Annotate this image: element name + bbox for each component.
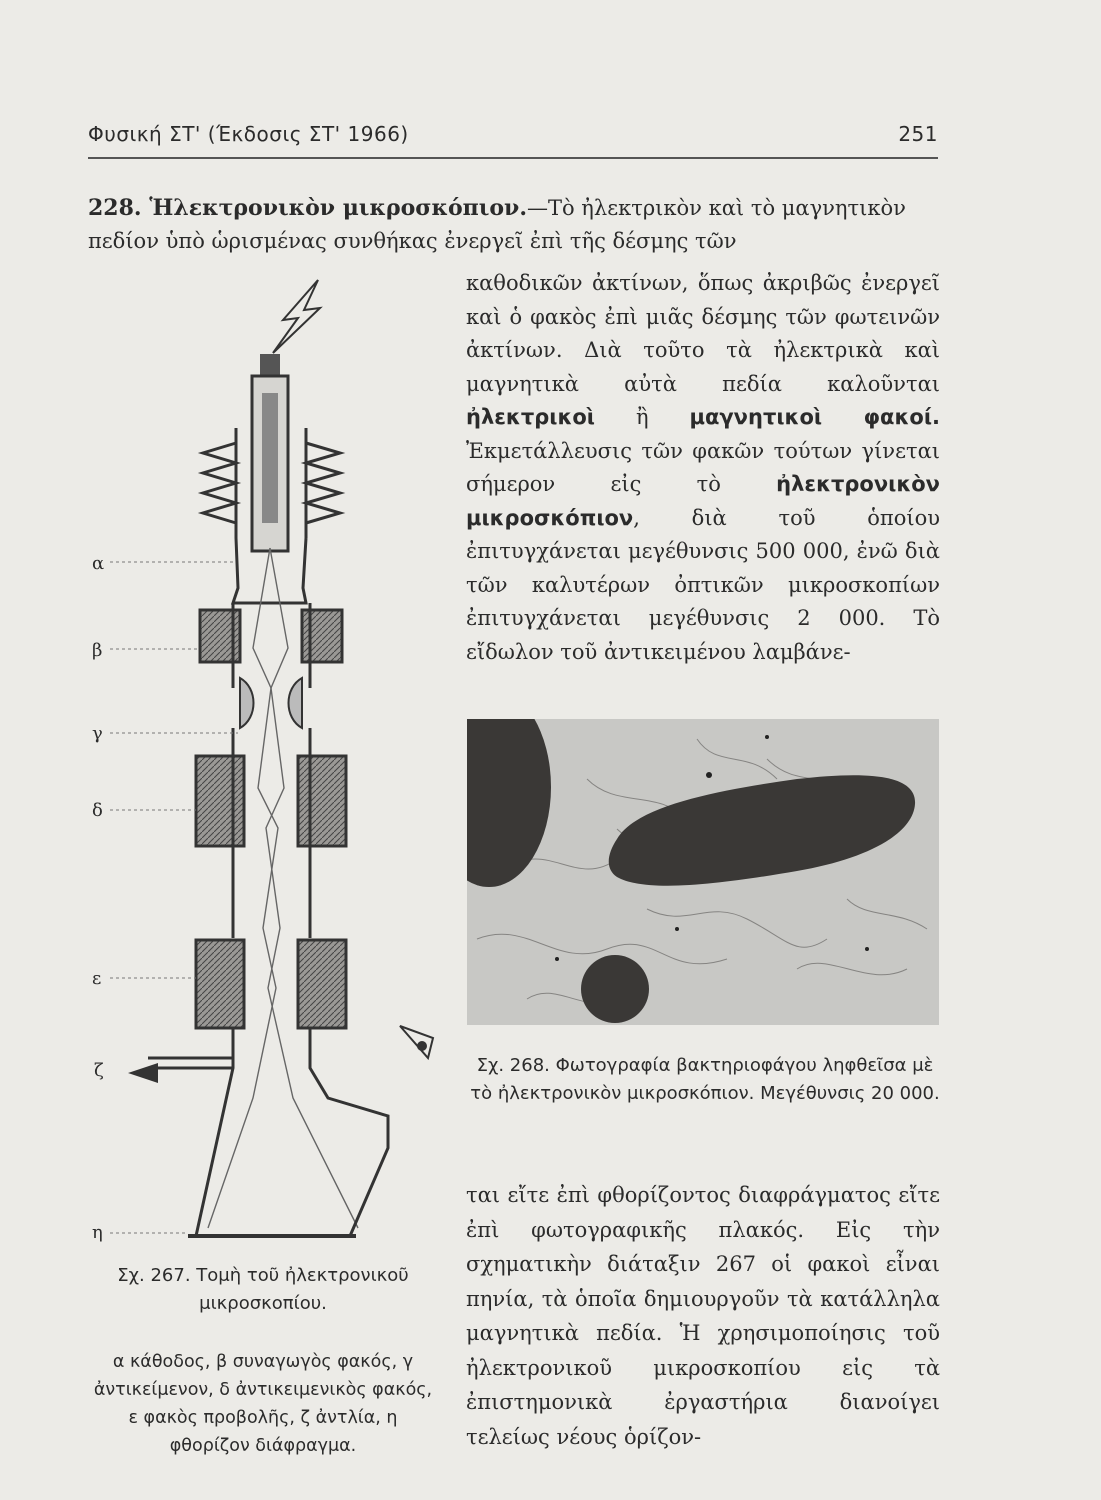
label-zeta: ζ bbox=[94, 1060, 104, 1081]
label-beta: β bbox=[92, 640, 103, 661]
figure-268-caption: Σχ. 268. Φωτογραφία βακτηριοφάγου ληφθεῖσα μὲ τὸ ἠλεκτρονικὸν μικροσκόπιον. Μεγέθυνσις 20 000. bbox=[470, 1055, 940, 1104]
continuation-text: ται εἴτε ἐπὶ φθορίζοντος διαφράγματος εἴτε ἐπὶ φωτογραφικῆς πλακός. Εἰς τὴν σχηματικὴν διάταξιν 267 οἱ φακοὶ εἶναι πηνία, τὰ ὁποῖα δημιουργοῦν τὰ κατάλληλα μαγνητικὰ πεδία. Ἡ χρησιμοποίησις τοῦ ἠλεκτρονικοῦ μικροσκοπίου εἰς τὰ ἐπιστημονικὰ ἐργαστήρια διανοίγει τελείως νέους ὁρίζον- bbox=[466, 1183, 940, 1449]
right-text-2: ἢ bbox=[635, 405, 649, 429]
right-column-text bbox=[466, 267, 940, 669]
running-header bbox=[88, 118, 938, 152]
photo-image bbox=[467, 719, 939, 1025]
condenser-lens bbox=[200, 610, 342, 662]
label-gamma: γ bbox=[92, 723, 103, 744]
header-rule bbox=[88, 157, 938, 159]
page-number: 251 bbox=[898, 122, 938, 146]
specimen-holder bbox=[240, 678, 302, 728]
label-eta: η bbox=[92, 1222, 103, 1243]
label-delta: δ bbox=[92, 800, 103, 821]
right-text-3: Ἐκμετάλλευσις τῶν φακῶν τούτων γίνεται σήμερον εἰς τὸ bbox=[466, 438, 940, 496]
bacteriophage-photo bbox=[467, 719, 939, 1025]
lightning-icon bbox=[273, 280, 320, 353]
header-title: Φυσική ΣΤ' (Έκδοσις ΣΤ' 1966) bbox=[88, 122, 409, 146]
term-magnetic-lenses: μαγνητικοὶ φακοί. bbox=[689, 405, 940, 429]
label-alpha: α bbox=[92, 553, 105, 574]
eye-icon bbox=[400, 1026, 433, 1058]
right-text-4: , διὰ τοῦ ὁποίου ἐπιτυγχάνεται μεγέθυνσις 500 000, ἐνῶ διὰ τῶν καλυτέρων ὀπτικῶν μικροσκοπίων ἐπιτυγχάνεται μεγέθυνσις 2 000. Τὸ εἴδωλον τοῦ ἀντικειμένου λαμβάνε- bbox=[466, 505, 940, 664]
intro-text: —Τὸ ἠλεκτρικὸν καὶ τὸ μαγνητικὸν πεδίον ὑπὸ ὡρισμένας συνθήκας ἐνεργεῖ ἐπὶ τῆς δέσμης τῶν bbox=[88, 196, 906, 253]
objective-lens bbox=[196, 756, 346, 846]
right-text-1: καθοδικῶν ἀκτίνων, ὅπως ἀκριβῶς ἐνεργεῖ καὶ ὁ φακὸς ἐπὶ μιᾶς δέσμης τῶν φωτεινῶν ἀκτίνων. Διὰ τοῦτο τὰ ἠλεκτρικὰ καὶ μαγνητικὰ αὐτὰ πεδία καλοῦνται bbox=[466, 271, 940, 396]
section-intro bbox=[88, 192, 938, 258]
figure-267-caption: Σχ. 267. Τομὴ τοῦ ἠλεκτρονικοῦ μικροσκοπίου. bbox=[117, 1265, 409, 1314]
label-epsilon: ε bbox=[92, 968, 102, 989]
microscope-cross-section bbox=[88, 268, 458, 1268]
vacuum-pump-outlet bbox=[128, 1058, 233, 1083]
term-electric-lenses: ἠλεκτρικοὶ bbox=[466, 405, 595, 429]
section-title: 228. Ἡλεκτρονικὸν μικροσκόπιον. bbox=[88, 195, 527, 221]
figure-267-legend: α κάθοδος, β συναγωγὸς φακός, γ ἀντικείμενον, δ ἀντικειμενικὸς φακός, ε φακὸς προβολῆς, ζ ἀντλία, η φθορίζον διάφραγμα. bbox=[93, 1352, 433, 1456]
electron-microscope-diagram bbox=[88, 268, 458, 1268]
term-electron-microscope: ἠλεκτρονικὸν μικροσκόπιον bbox=[466, 472, 940, 530]
